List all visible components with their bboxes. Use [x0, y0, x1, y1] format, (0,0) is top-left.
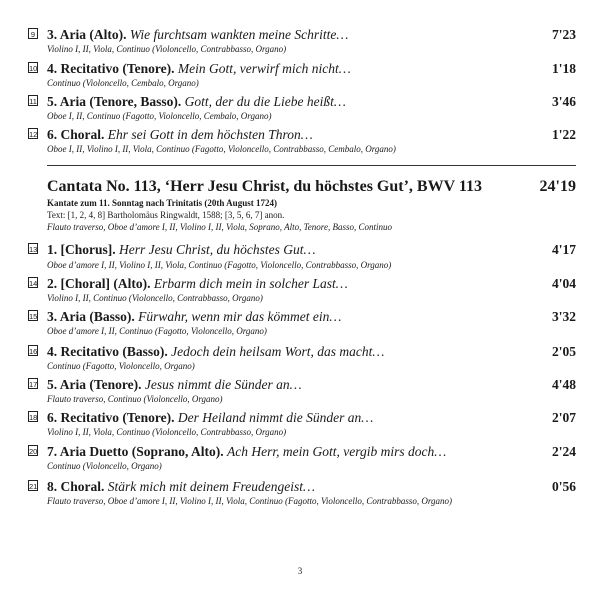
track-duration: 3'32 — [551, 309, 576, 324]
track-item — [28, 443, 576, 461]
track-instrumentation: Violino I, II, Viola, Continuo (Violoncello, Contrabbasso, Organo) — [47, 427, 287, 437]
track-item — [28, 343, 576, 361]
track-title: 6. Choral. Ehr sei Gott in dem höchsten Thron… — [47, 127, 313, 142]
track-instrumentation: Flauto traverso, Continuo (Violoncello, Organo) — [47, 394, 223, 404]
track-title: 3. Aria (Basso). Fürwahr, wenn mir das kömmet ein… — [47, 309, 342, 324]
track-duration: 2'07 — [551, 410, 576, 425]
track-item — [28, 409, 576, 427]
track-title: 6. Recitativo (Tenore). Der Heiland nimmt die Sünder an… — [47, 410, 374, 425]
track-item — [28, 275, 576, 293]
cantata-scoring: Flauto traverso, Oboe d’amore I, II, Violino I, II, Viola, Soprano, Alto, Tenore, Basso, Continuo — [47, 222, 392, 232]
track-item — [28, 126, 576, 144]
track-duration: 3'46 — [551, 94, 576, 109]
track-duration: 7'23 — [551, 27, 576, 42]
track-instrumentation: Oboe I, II, Violino I, II, Viola, Continuo (Fagotto, Violoncello, Contrabbasso, Cembalo, Organo) — [47, 144, 396, 154]
track-instrumentation: Flauto traverso, Oboe d’amore I, II, Violino I, II, Viola, Continuo (Fagotto, Violoncello, Contrabbasso, Organo) — [47, 496, 453, 506]
track-number-box: 12 — [29, 130, 38, 139]
track-item — [28, 241, 576, 259]
track-title: 4. Recitativo (Basso). Jedoch dein heilsam Wort, das macht… — [47, 344, 385, 359]
track-duration: 0'56 — [551, 479, 576, 494]
track-duration: 2'05 — [551, 344, 576, 359]
track-duration: 4'48 — [551, 377, 576, 392]
track-number-box: 9 — [28, 28, 38, 39]
track-item — [28, 93, 576, 111]
track-duration: 1'22 — [551, 127, 576, 142]
track-number-box: 17 — [29, 380, 38, 389]
track-number-box: 15 — [29, 312, 38, 321]
track-instrumentation: Continuo (Violoncello, Cembalo, Organo) — [47, 78, 199, 88]
track-instrumentation: Oboe I, II, Continuo (Fagotto, Violoncello, Cembalo, Organo) — [47, 111, 272, 121]
track-number-box: 14 — [29, 279, 38, 288]
track-title: 1. [Chorus]. Herr Jesu Christ, du höchstes Gut… — [47, 242, 316, 257]
track-instrumentation: Oboe d’amore I, II, Violino I, II, Viola, Continuo (Fagotto, Violoncello, Contrabbasso, Organo) — [47, 260, 392, 270]
track-instrumentation: Continuo (Fagotto, Violoncello, Organo) — [47, 361, 195, 371]
cantata-title: Cantata No. 113, ‘Herr Jesu Christ, du höchstes Gut’, BWV 113 — [47, 178, 482, 195]
track-item — [28, 376, 576, 394]
track-item — [28, 26, 576, 44]
track-number-box: 10 — [29, 64, 38, 73]
cantata-total-duration: 24'19 — [539, 178, 576, 195]
track-duration: 1'18 — [551, 61, 576, 76]
track-item — [28, 60, 576, 78]
page-number: 3 — [297, 566, 303, 576]
track-title: 3. Aria (Alto). Wie furchtsam wankten meine Schritte… — [47, 27, 349, 42]
track-instrumentation: Oboe d’amore I, II, Continuo (Fagotto, Violoncello, Organo) — [47, 326, 267, 336]
track-number-box: 13 — [29, 245, 38, 254]
cantata-text-credit: Text: [1, 2, 4, 8] Bartholomäus Ringwaldt, 1588; [3, 5, 6, 7] anon. — [47, 210, 285, 220]
track-number-box: 11 — [29, 97, 37, 106]
section-divider — [47, 165, 576, 166]
track-duration: 4'17 — [551, 242, 576, 257]
track-title: 7. Aria Duetto (Soprano, Alto). Ach Herr, mein Gott, vergib mirs doch… — [47, 444, 447, 459]
track-title: 8. Choral. Stärk mich mit deinem Freudengeist… — [47, 479, 315, 494]
track-title: 4. Recitativo (Tenore). Mein Gott, verwirf mich nicht… — [47, 61, 351, 76]
track-instrumentation: Violino I, II, Viola, Continuo (Violoncello, Contrabbasso, Organo) — [47, 44, 287, 54]
track-number-box: 20 — [29, 447, 38, 456]
track-number-box: 18 — [29, 413, 38, 422]
track-duration: 2'24 — [551, 444, 576, 459]
track-duration: 4'04 — [551, 276, 576, 291]
track-item — [28, 478, 576, 496]
track-number-box: 16 — [29, 347, 38, 356]
track-title: 2. [Choral] (Alto). Erbarm dich mein in solcher Last… — [47, 276, 348, 291]
cantata-occasion: Kantate zum 11. Sonntag nach Trinitatis (20th August 1724) — [47, 198, 277, 208]
track-title: 5. Aria (Tenore). Jesus nimmt die Sünder an… — [47, 377, 302, 392]
track-instrumentation: Violino I, II, Continuo (Violoncello, Contrabbasso, Organo) — [47, 293, 263, 303]
track-instrumentation: Continuo (Violoncello, Organo) — [47, 461, 162, 471]
track-item — [28, 308, 576, 326]
track-title: 5. Aria (Tenore, Basso). Gott, der du die Liebe heißt… — [47, 94, 346, 109]
track-number-box: 21 — [29, 482, 38, 491]
